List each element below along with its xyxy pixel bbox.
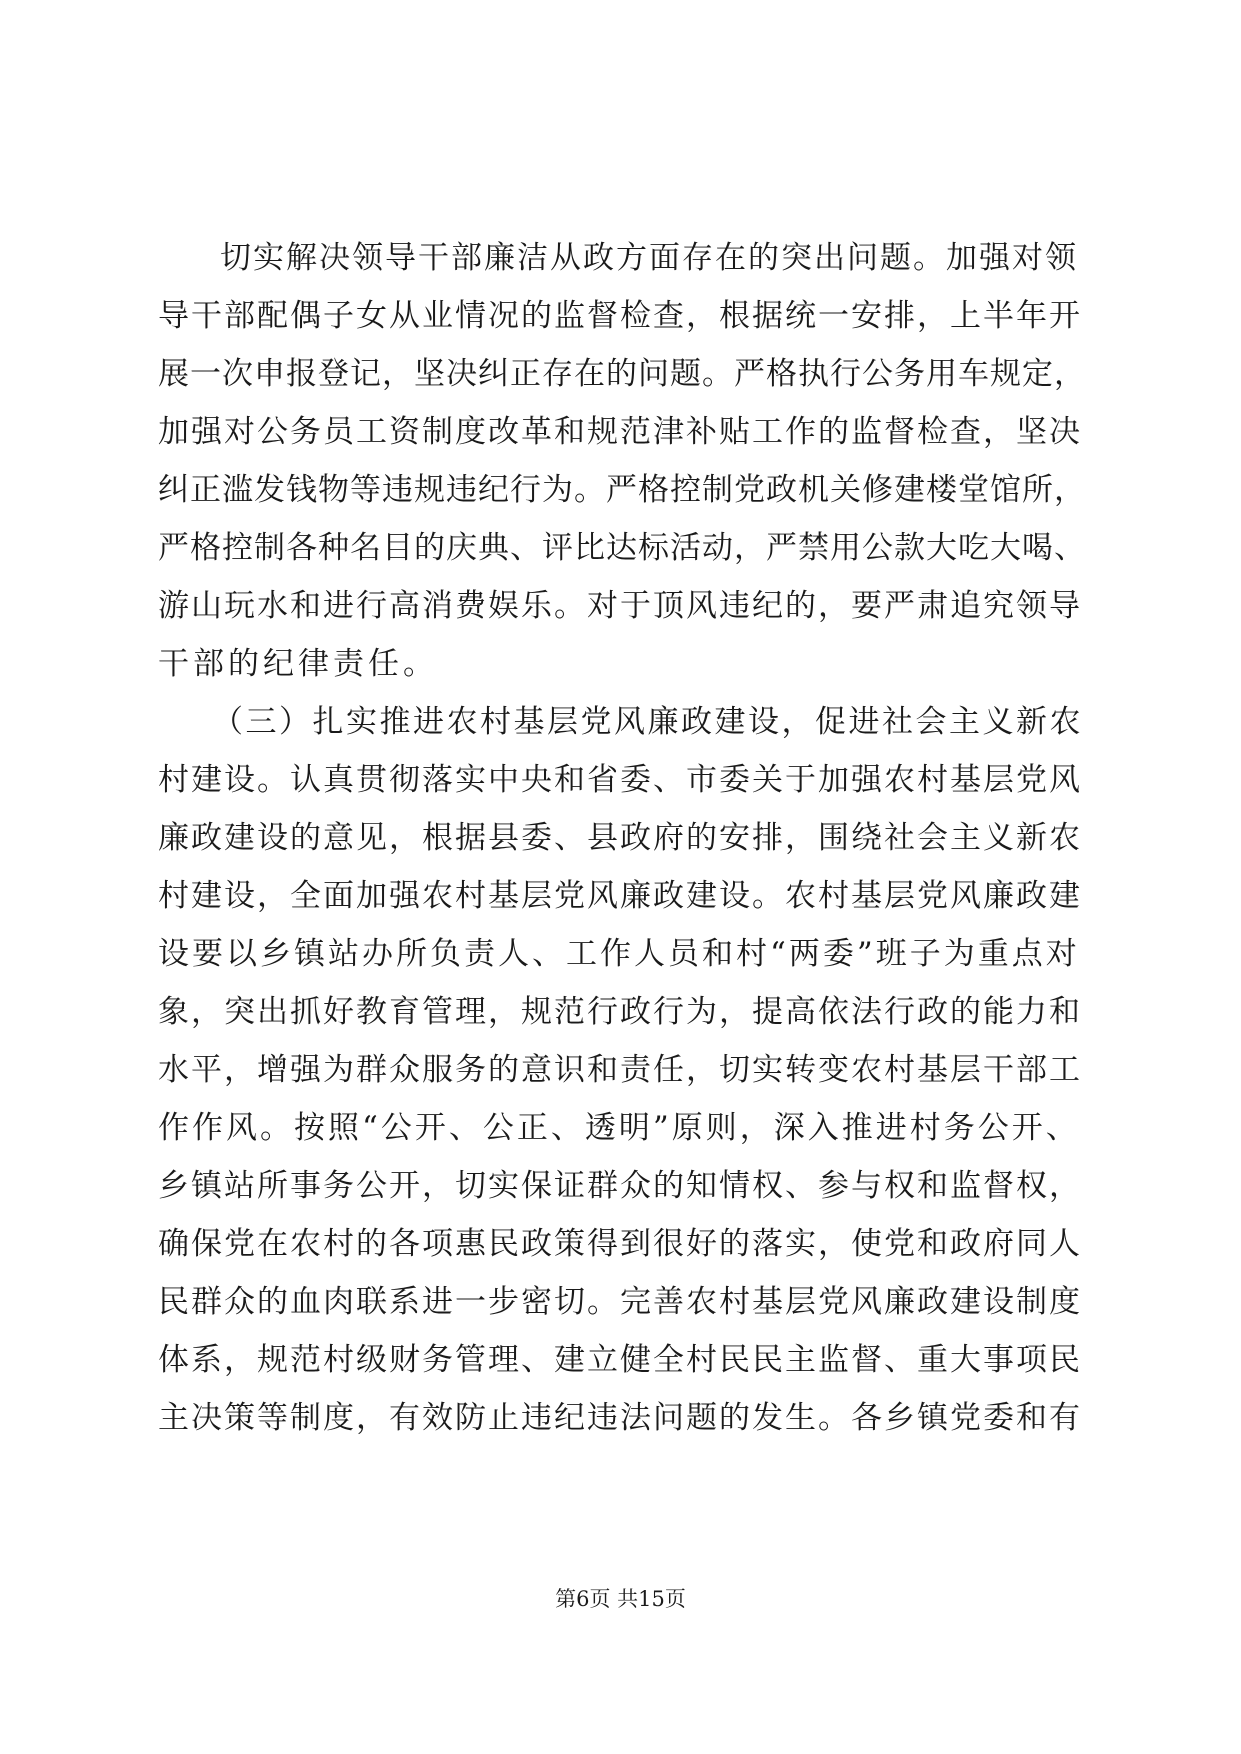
- text-line-21: 主决策等制度，有效防止违纪违法问题的发生。各乡镇党委和有: [158, 1400, 1082, 1436]
- page-number-footer: 第6页 共15页: [555, 1587, 686, 1611]
- text-line-17: 乡镇站所事务公开，切实保证群众的知情权、参与权和监督权，: [158, 1168, 1082, 1204]
- text-line-12: 村建设，全面加强农村基层党风廉政建设。农村基层党风廉政建: [158, 878, 1082, 914]
- text-line-18: 确保党在农村的各项惠民政策得到很好的落实，使党和政府同人: [158, 1226, 1082, 1262]
- text-line-19: 民群众的血肉联系进一步密切。完善农村基层党风廉政建设制度: [158, 1284, 1082, 1320]
- text-line-4: 加强对公务员工资制度改革和规范津补贴工作的监督检查，坚决: [158, 414, 1082, 450]
- text-line-20: 体系，规范村级财务管理、建立健全村民民主监督、重大事项民: [158, 1342, 1082, 1378]
- text-line-8: 干部的纪律责任。: [158, 646, 438, 682]
- text-line-5: 纠正滥发钱物等违规违纪行为。严格控制党政机关修建楼堂馆所，: [158, 472, 1086, 508]
- text-line-6: 严格控制各种名目的庆典、评比达标活动，严禁用公款大吃大喝、: [158, 530, 1086, 566]
- text-line-13: 设要以乡镇站办所负责人、工作人员和村“两委”班子为重点对: [158, 936, 1080, 972]
- text-line-2: 导干部配偶子女从业情况的监督检查，根据统一安排，上半年开: [158, 298, 1082, 334]
- text-line-10: 村建设。认真贯彻落实中央和省委、市委关于加强农村基层党风: [158, 762, 1082, 798]
- section-heading-line: （三）扎实推进农村基层党风廉政建设，促进社会主义新农: [212, 704, 1083, 740]
- text-line-1: 切实解决领导干部廉洁从政方面存在的突出问题。加强对领: [220, 240, 1078, 276]
- text-line-11: 廉政建设的意见，根据县委、县政府的安排，围绕社会主义新农: [158, 820, 1082, 856]
- text-line-16: 作作风。按照“公开、公正、透明”原则，深入推进村务公开、: [158, 1110, 1080, 1146]
- text-line-7: 游山玩水和进行高消费娱乐。对于顶风违纪的，要严肃追究领导: [158, 588, 1082, 624]
- text-line-3: 展一次申报登记，坚决纠正存在的问题。严格执行公务用车规定，: [158, 356, 1086, 392]
- text-line-14: 象，突出抓好教育管理，规范行政行为，提高依法行政的能力和: [158, 994, 1082, 1030]
- text-line-15: 水平，增强为群众服务的意识和责任，切实转变农村基层干部工: [158, 1052, 1082, 1088]
